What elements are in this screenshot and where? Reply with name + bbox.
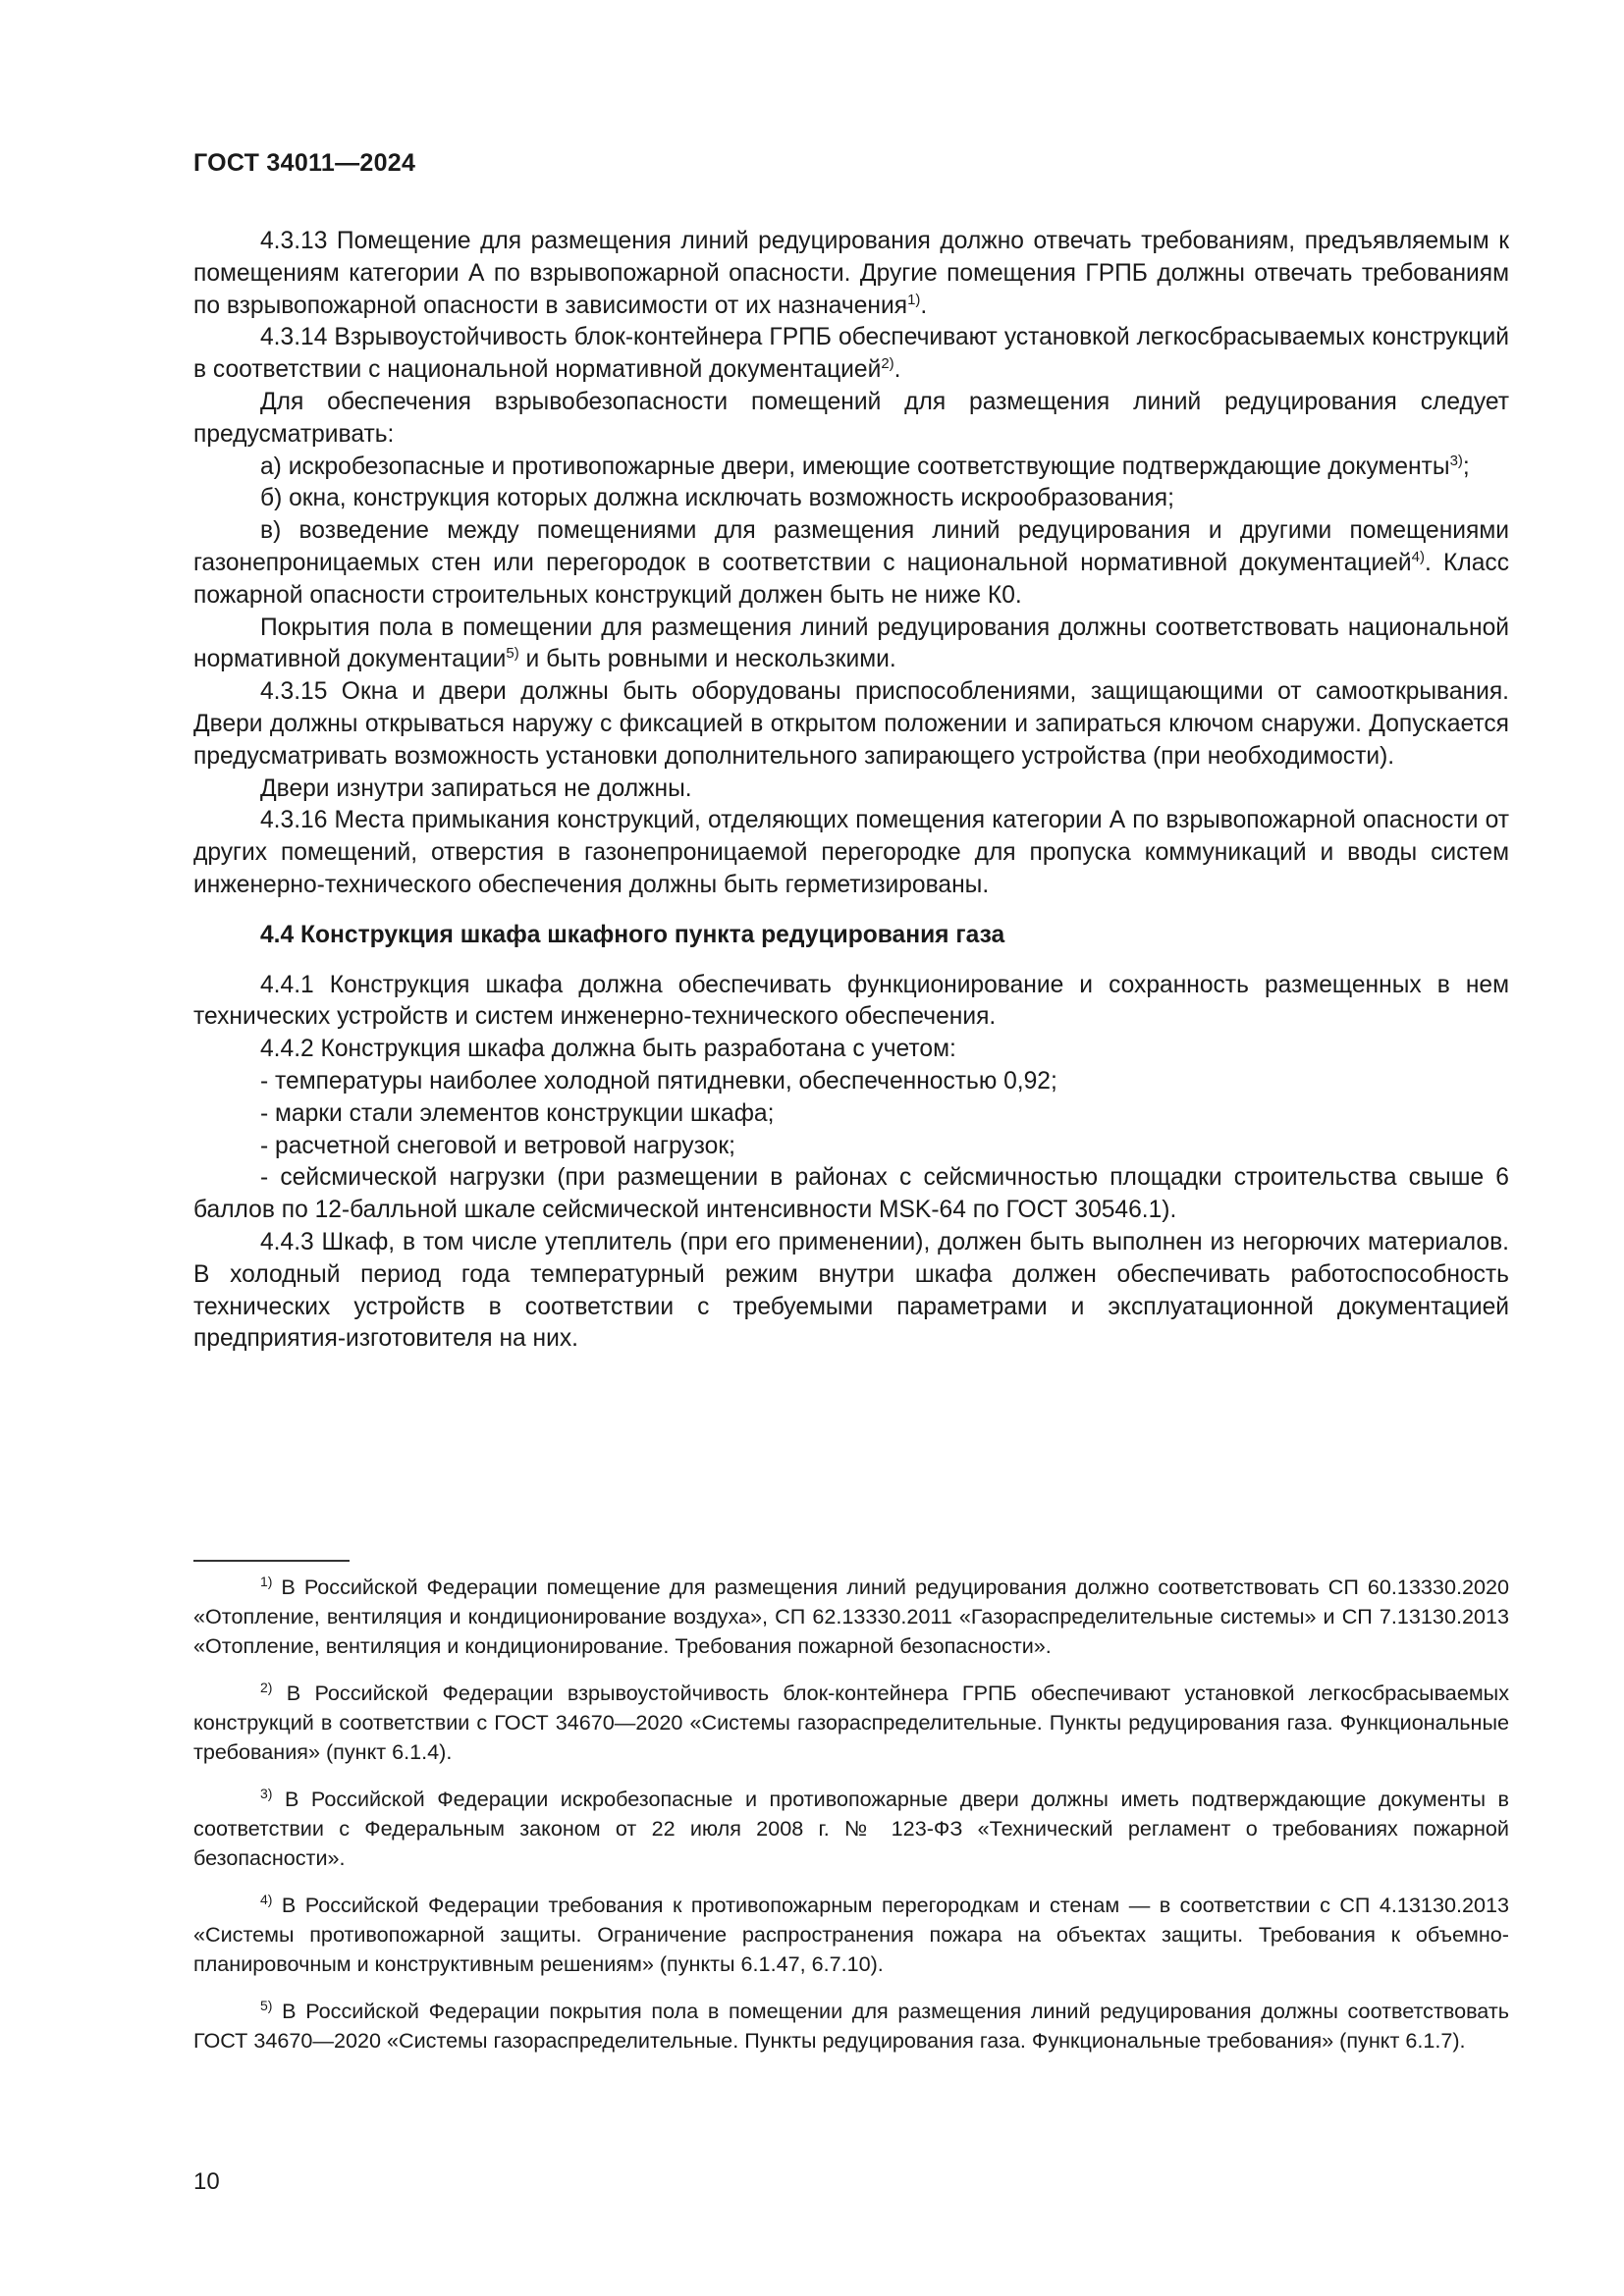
footnote-ref-2[interactable]: 2) [881,355,894,373]
footnote-ref-3[interactable]: 3) [1449,452,1463,469]
paragraph-4-4-2: 4.4.2 Конструкция шкафа должна быть разработана с учетом: [260,1036,956,1063]
section-title-4-4: 4.4 Конструкция шкафа шкафного пункта редуцирования газа [260,921,1005,948]
paragraph-4-4-1: 4.4.1 Конструкция шкафа должна обеспечивать функционирование и сохранность размещенных в нем технических устройств и систем инженерно-технического обеспечения. [193,971,1509,1031]
paragraph-doors-inside: Двери изнутри запираться не должны. [260,774,692,802]
footnotes [193,1573,1509,2073]
footnote-ref-4[interactable]: 4) [1411,548,1425,565]
dash-item-steel-grade: - марки стали элементов конструкции шкафа; [260,1099,775,1127]
paragraph-4-3-16: 4.3.16 Места примыкания конструкций, отделяющих помещения категории А по взрывопожарной опасности от других помещений, отверстия в газонепроницаемой перегородке для пропуска коммуникаций и вводы систем инженерно-технического обеспечения должны быть герметизированы. [193,807,1509,898]
footnote-2: $^{2)}$ В Российской Федерации взрывоустойчивость блок-контейнера ГРПБ обеспечивают установкой легкосбрасываемых конструкций в соответствии с ГОСТ 34670—2020 «Системы газораспределительные. Пункты редуцирования газа. Функциональные требования» (пункт 6.1.4). [193,1680,1509,1764]
dash-item-temperature: - температуры наиболее холодной пятидневки, обеспеченностью 0,92; [260,1067,1057,1095]
footnote-1: $^{1)}$ В Российской Федерации помещение для размещения линий редуцирования должно соответствовать СП 60.13330.2020 «Отопление, вентиляция и кондиционирование воздуха», СП 62.13330.2011 «Газораспределительные системы» и СП 7.13130.2013 «Отопление, вентиляция и кондиционирование. Требования пожарной безопасности». [193,1574,1509,1658]
document-page [193,0,1509,2296]
dash-item-seismic-load: - сейсмической нагрузки (при размещении в районах с сейсмичностью площадки строительства свыше 6 баллов по 12-балльной шкале сейсмической интенсивности MSK-64 по ГОСТ 30546.1). [193,1164,1509,1224]
footnote-4: $^{4)}$ В Российской Федерации требования к противопожарным перегородкам и стенам — в соответствии с СП 4.13130.2013 «Системы противопожарной защиты. Ограничение распространения пожара на объектах защиты. Требования к объемно-планировочным и конструктивным решениям» (пункты 6.1.47, 6.7.10). [193,1892,1509,1976]
paragraph-4-4-3: 4.4.3 Шкаф, в том числе утеплитель (при его применении), должен быть выполнен из негорючих материалов. В холодный период года температурный режим внутри шкафа должен обеспечивать работоспособность технических устройств в соответствии с требуемыми параметрами и эксплуатационной документацией предприятия-изготовителя на них. [193,1228,1509,1353]
main-text [193,226,1509,1356]
footnote-separator [193,1560,350,1562]
document-code-header: ГОСТ 34011—2024 [193,149,416,177]
footnote-3: $^{3)}$ В Российской Федерации искробезопасные и противопожарные двери должны иметь подтверждающие документы в соответствии с Федеральным законом от 22 июля 2008 г. № 123-ФЗ «Технический регламент о требованиях пожарной безопасности». [193,1786,1509,1870]
paragraph-explosion-safety-intro: Для обеспечения взрывобезопасности помещений для размещения линий редуцирования следует предусматривать: [193,388,1509,448]
dash-item-snow-wind-load: - расчетной снеговой и ветровой нагрузок; [260,1132,735,1159]
paragraph-4-3-14: 4.3.14 Взрывоустойчивость блок-контейнера ГРПБ обеспечивают установкой легкосбрасываемых конструкций в соответствии с национальной нормативной документацией$^{2)}$. [193,324,1509,384]
list-item-b: б) окна, конструкция которых должна исключать возможность искрообразования; [260,485,1174,512]
page-number: 10 [193,2168,220,2195]
paragraph-floor-coverings: Покрытия пола в помещении для размещения линий редуцирования должны соответствовать национальной нормативной документации$^{5)}$ и быть ровными и нескользкими. [193,614,1509,673]
paragraph-4-3-13: 4.3.13 Помещение для размещения линий редуцирования должно отвечать требованиям, предъявляемым к помещениям категории А по взрывопожарной опасности. Другие помещения ГРПБ должны отвечать требованиям по взрывопожарной опасности в зависимости от их назначения$^{1)}$. [193,228,1509,319]
list-item-a: а) искробезопасные и противопожарные двери, имеющие соответствующие подтверждающие документы$^{3)}$; [260,452,1470,480]
footnote-ref-1[interactable]: 1) [907,291,921,308]
footnote-5: $^{5)}$ В Российской Федерации покрытия пола в помещении для размещения линий редуцирования должны соответствовать ГОСТ 34670—2020 «Системы газораспределительные. Пункты редуцирования газа. Функциональные требования» (пункт 6.1.7). [193,1998,1509,2053]
footnote-ref-5[interactable]: 5) [506,645,519,663]
list-item-v: в) возведение между помещениями для размещения линий редуцирования и другими помещениями газонепроницаемых стен или перегородок в соответствии с национальной нормативной документацией$^{4)}$. Класс пожарной опасности строительных конструкций должен быть не ниже К0. [193,517,1509,609]
paragraph-4-3-15: 4.3.15 Окна и двери должны быть оборудованы приспособлениями, защищающими от самооткрывания. Двери должны открываться наружу с фиксацией в открытом положении и запираться ключом снаружи. Допускается предусматривать возможность установки дополнительного запирающего устройства (при необходимости). [193,678,1509,770]
